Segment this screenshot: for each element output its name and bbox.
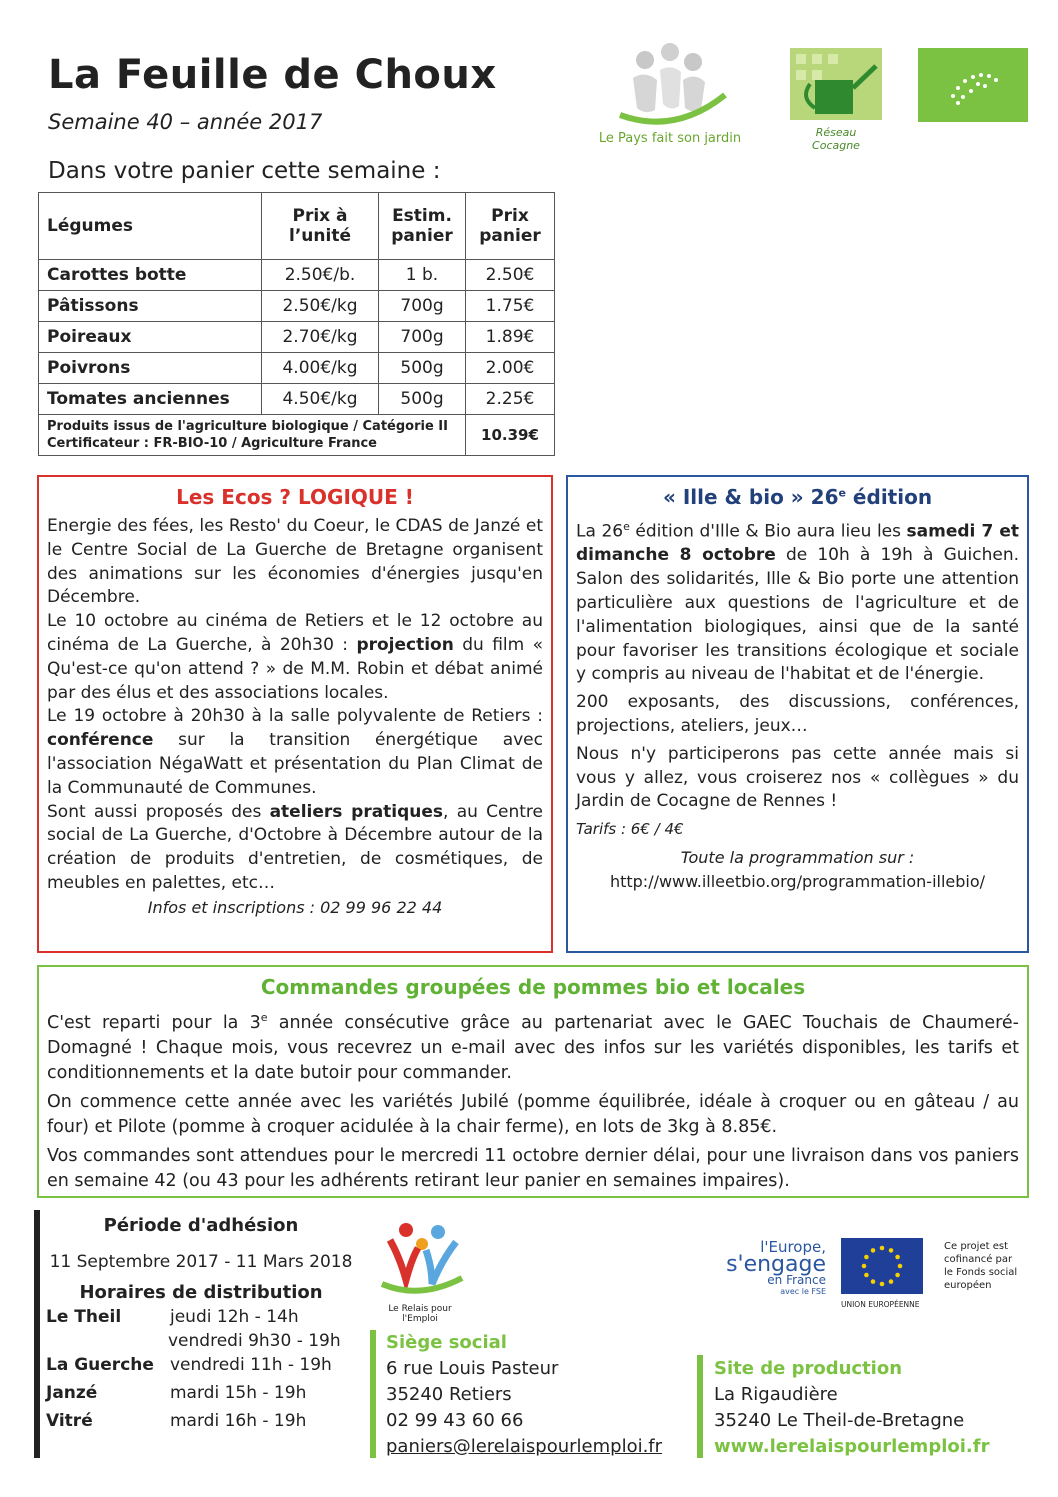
page-subtitle: Semaine 40 – année 2017 xyxy=(48,110,323,134)
veg-name: Tomates anciennes xyxy=(39,384,262,415)
pommes-paragraph-3: Vos commandes sont attendues pour le mercredi 11 octobre dernier délai, pour une livraison dans vos paniers en semaine 42 (ou 43 pour les adhérents retirant leur panier en semaines impaires). xyxy=(47,1145,1019,1191)
ecos-paragraph-2: Le 10 octobre au cinéma de Retiers et le 12 octobre au cinéma de La Guerche, à 20h30 : projection du film « Qu'est-ce qu'on attend ? » de M.M. Robin et débat animé par des élus et des associations locales. xyxy=(47,611,544,703)
col-header-legumes: Légumes xyxy=(39,193,262,260)
relais-label: Le Relais pour l'Emploi xyxy=(388,1304,452,1324)
siege-phone: 02 99 43 60 66 xyxy=(386,1410,524,1431)
illebio-tarifs: Tarifs : 6€ / 4€ xyxy=(576,820,684,839)
list-item: Le Theil jeudi 12h - 14h xyxy=(46,1307,299,1327)
siege-line-1: 6 rue Louis Pasteur xyxy=(386,1358,559,1379)
adhesion-dates: 11 Septembre 2017 - 11 Mars 2018 xyxy=(49,1252,353,1272)
siege-email[interactable]: paniers@lerelaispourlemploi.fr xyxy=(386,1436,663,1457)
table-header-row xyxy=(39,193,555,260)
eu-star xyxy=(889,1279,894,1284)
vegetables-table xyxy=(38,192,555,456)
col-header-prix-panier: Prix panier xyxy=(466,193,555,260)
eu-star xyxy=(898,1264,903,1269)
pommes-paragraph-2: On commence cette année avec les variétés Jubilé (pomme équilibrée, idéale à croquer ou en gâteau / au four) et Pilote (pomme à croquer acidulée à la chair ferme), en lots de 3kg à 8.85€. xyxy=(47,1091,1019,1137)
eu-star xyxy=(889,1248,894,1253)
certification-note xyxy=(39,415,466,456)
table-row xyxy=(39,291,555,322)
eu-star xyxy=(880,1246,885,1251)
basket-heading: Dans votre panier cette semaine : xyxy=(48,158,441,184)
pays-jardin-label: Le Pays fait son jardin xyxy=(598,131,742,146)
eu-star xyxy=(862,1264,867,1269)
adhesion-title: Période d'adhésion xyxy=(103,1215,299,1236)
site-block xyxy=(714,1356,989,1460)
illebio-title: « Ille & bio » 26e édition xyxy=(662,485,933,509)
green-bar-site xyxy=(697,1355,703,1458)
illebio-prog-label: Toute la programmation sur : xyxy=(680,848,915,868)
site-line-1: La Rigaudière xyxy=(714,1384,838,1405)
illebio-paragraph-3: Nous n'y participerons pas cette année mais si vous y allez, vous croiserez nos « collègues » du Jardin de Cocagne de Rennes ! xyxy=(576,743,1019,812)
adhesion-block xyxy=(46,1215,356,1439)
veg-unit-price: 2.70€/kg xyxy=(262,322,379,353)
relais-logo xyxy=(370,1218,470,1324)
ecos-paragraph-4: Sont aussi proposés des ateliers pratiques, au Centre social de La Guerche, d'Octobre à Décembre autour de la création de produits d'entretien, de cosmétiques, de meubles en palettes, etc… xyxy=(47,801,543,893)
table-row xyxy=(39,322,555,353)
eu-flag-icon xyxy=(841,1238,923,1294)
fse-note: Ce projet est cofinancé par le Fonds social européen xyxy=(944,1241,1018,1291)
veg-unit-price: 2.50€/b. xyxy=(262,260,379,291)
table-row xyxy=(39,384,555,415)
certification-line-1: Produits issus de l'agriculture biologique / Catégorie II xyxy=(47,419,448,434)
pommes-box xyxy=(37,965,1029,1198)
list-item: vendredi 9h30 - 19h xyxy=(168,1331,341,1351)
veg-price: 2.00€ xyxy=(466,353,555,384)
table-footer-row xyxy=(39,415,555,456)
veg-name: Poivrons xyxy=(39,353,262,384)
siege-label: Siège social xyxy=(386,1332,507,1353)
europe-line-3: en France xyxy=(767,1273,826,1287)
eu-star xyxy=(895,1273,900,1278)
pommes-paragraph-1: C'est reparti pour la 3e année consécutive grâce au partenariat avec le GAEC Touchais de Chaumeré-Domagné ! Chaque mois, vous recevrez un e-mail avec des infos sur les variétés disponibles, les tarifs et conditionnements et la date butoir pour commander. xyxy=(47,1011,1019,1083)
siege-line-2: 35240 Retiers xyxy=(386,1384,512,1405)
col-header-estim: Estim. panier xyxy=(379,193,466,260)
eu-star xyxy=(895,1255,900,1260)
veg-price: 2.25€ xyxy=(466,384,555,415)
eu-organic-logo xyxy=(918,48,1028,122)
eu-flag-logo xyxy=(841,1238,927,1308)
illebio-paragraph-2: 200 exposants, des discussions, conférences, projections, ateliers, jeux… xyxy=(576,692,1019,737)
veg-name: Pâtissons xyxy=(39,291,262,322)
list-item: La Guerche vendredi 11h - 19h xyxy=(46,1355,332,1375)
basket-total: 10.39€ xyxy=(466,415,555,456)
veg-estim: 700g xyxy=(379,322,466,353)
relais-people-icon xyxy=(370,1218,470,1298)
reseau-cocagne-label: Réseau Cocagne xyxy=(812,126,860,152)
veg-price: 1.75€ xyxy=(466,291,555,322)
siege-block xyxy=(386,1330,662,1460)
veg-estim: 1 b. xyxy=(379,260,466,291)
veg-name: Carottes botte xyxy=(39,260,262,291)
veg-estim: 500g xyxy=(379,384,466,415)
site-label: Site de production xyxy=(714,1358,903,1379)
ecos-paragraph-3: Le 19 octobre à 20h30 à la salle polyvalente de Retiers : conférence sur la transition énergétique avec l'association NégaWatt et présentation du Plan Climat de la Communauté de Communes. xyxy=(47,706,543,798)
eu-flag-label: UNION EUROPÉENNE xyxy=(841,1300,920,1309)
eu-star xyxy=(864,1273,869,1278)
horaires-list xyxy=(46,1307,356,1439)
black-bar xyxy=(34,1210,40,1458)
pays-jardin-logo-graphic xyxy=(585,40,755,125)
certification-line-2: Certificateur : FR-BIO-10 / Agriculture France xyxy=(47,436,377,451)
ecos-paragraph-1: Energie des fées, les Resto' du Coeur, le CDAS de Janzé et le Centre Social de La Guerche de Bretagne organisent des animations sur les économies d'énergies jusqu'en Décembre. xyxy=(47,516,543,608)
ecos-contact: Infos et inscriptions : 02 99 96 22 44 xyxy=(147,897,443,917)
veg-name: Poireaux xyxy=(39,322,262,353)
site-line-2: 35240 Le Theil-de-Bretagne xyxy=(714,1410,965,1431)
europe-sengage-logo xyxy=(706,1238,826,1308)
watering-can-icon xyxy=(790,48,882,120)
eu-star xyxy=(871,1279,876,1284)
pays-jardin-logo xyxy=(585,40,755,150)
veg-estim: 700g xyxy=(379,291,466,322)
veg-unit-price: 4.00€/kg xyxy=(262,353,379,384)
veg-price: 1.89€ xyxy=(466,322,555,353)
eu-star xyxy=(880,1282,885,1287)
site-web[interactable]: www.lerelaispourlemploi.fr xyxy=(714,1436,990,1457)
veg-unit-price: 2.50€/kg xyxy=(262,291,379,322)
green-bar-siege xyxy=(370,1330,376,1458)
veg-estim: 500g xyxy=(379,353,466,384)
ecos-title: Les Ecos ? LOGIQUE ! xyxy=(176,485,414,509)
illebio-url[interactable]: http://www.illeetbio.org/programmation-illebio/ xyxy=(609,871,986,891)
europe-line-4: avec le FSE xyxy=(780,1287,826,1296)
list-item: Vitré mardi 16h - 19h xyxy=(46,1411,307,1431)
illebio-paragraph-1: La 26e édition d'Ille & Bio aura lieu les samedi 7 et dimanche 8 octobre de 10h à 19h à Guichen. Salon des solidarités, Ille & Bio porte une attention particulière aux questions de l'agriculture et de l'alimentation biologiques, ainsi que de la santé pour favoriser les transitions écologique et sociale y compris au niveau de l'habitat et de l'énergie. xyxy=(576,520,1019,685)
veg-price: 2.50€ xyxy=(466,260,555,291)
eu-leaf-stars-icon xyxy=(918,48,1028,122)
reseau-cocagne-logo xyxy=(790,48,890,152)
eu-star xyxy=(864,1255,869,1260)
europe-line-2: s'engage xyxy=(726,1252,826,1277)
table-row xyxy=(39,353,555,384)
europe-line-1: l'Europe, xyxy=(760,1238,826,1256)
veg-unit-price: 4.50€/kg xyxy=(262,384,379,415)
pommes-title: Commandes groupées de pommes bio et locales xyxy=(260,975,806,999)
page-title: La Feuille de Choux xyxy=(48,52,497,98)
illebio-box xyxy=(566,475,1029,953)
col-header-prix-unite: Prix à l’unité xyxy=(262,193,379,260)
horaires-title: Horaires de distribution xyxy=(79,1282,323,1303)
eu-star xyxy=(871,1248,876,1253)
list-item: Janzé mardi 15h - 19h xyxy=(46,1383,307,1403)
ecos-box xyxy=(37,475,553,953)
table-row xyxy=(39,260,555,291)
